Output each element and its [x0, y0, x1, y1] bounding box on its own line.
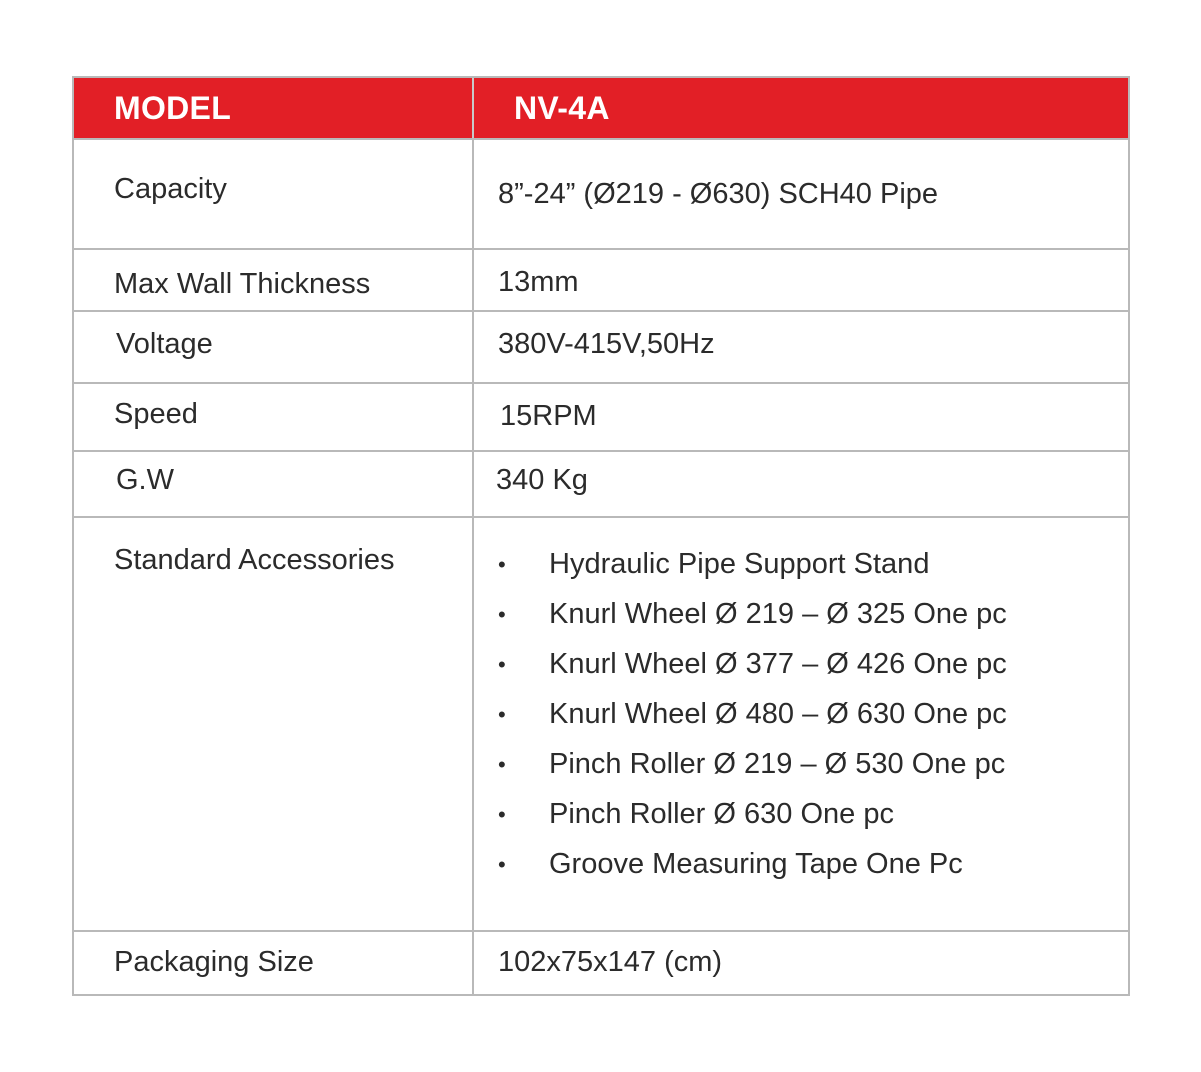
- row-value-cell: [474, 384, 1128, 450]
- row-value: 15RPM: [500, 400, 597, 432]
- row-label-cell: [74, 140, 474, 248]
- row-value: 8”-24” (Ø219 - Ø630) SCH40 Pipe: [498, 178, 939, 210]
- row-label: Voltage: [116, 328, 213, 360]
- row-label-cell: [74, 932, 474, 994]
- header-cell-value: [474, 78, 1128, 138]
- accessory-text: Knurl Wheel Ø 480 – Ø 630 One pc: [549, 698, 1007, 730]
- accessory-text: Knurl Wheel Ø 377 – Ø 426 One pc: [549, 648, 1007, 680]
- row-value-cell: [474, 312, 1128, 382]
- model-header: MODEL: [114, 90, 232, 126]
- row-value: 380V-415V,50Hz: [498, 328, 715, 360]
- row-value-cell: [474, 932, 1128, 994]
- table-row: [74, 312, 1128, 384]
- row-label-cell: [74, 250, 474, 310]
- row-label-cell: [74, 518, 474, 930]
- row-value-cell: [474, 518, 1128, 930]
- bullet: •: [498, 652, 506, 677]
- bullet: •: [498, 852, 506, 877]
- row-label: Packaging Size: [114, 946, 314, 978]
- table-row: [74, 384, 1128, 452]
- row-label-cell: [74, 452, 474, 516]
- row-label: Capacity: [114, 173, 227, 205]
- row-value: 13mm: [498, 266, 579, 298]
- table-row-accessories: [74, 518, 1128, 932]
- header-cell-label: [74, 78, 474, 138]
- table-row: [74, 452, 1128, 518]
- table-row: [74, 140, 1128, 250]
- table-row: [74, 250, 1128, 312]
- bullet: •: [498, 602, 506, 627]
- row-value: 102x75x147 (cm): [498, 946, 723, 978]
- row-label: G.W: [116, 464, 174, 496]
- bullet: •: [498, 552, 506, 577]
- accessory-text: Pinch Roller Ø 630 One pc: [549, 798, 894, 830]
- row-value-cell: [474, 250, 1128, 310]
- table-header-row: [74, 78, 1128, 140]
- row-value: 340 Kg: [496, 464, 588, 496]
- accessory-text: Groove Measuring Tape One Pc: [549, 848, 963, 880]
- row-label: Standard Accessories: [114, 544, 395, 576]
- row-label-cell: [74, 384, 474, 450]
- row-label-cell: [74, 312, 474, 382]
- bullet: •: [498, 802, 506, 827]
- row-value-cell: [474, 452, 1128, 516]
- accessory-text: Knurl Wheel Ø 219 – Ø 325 One pc: [549, 598, 1007, 630]
- bullet: •: [498, 752, 506, 777]
- bullet: •: [498, 702, 506, 727]
- accessory-text: Hydraulic Pipe Support Stand: [549, 548, 930, 580]
- row-label: Max Wall Thickness: [114, 268, 371, 300]
- model-value: NV-4A: [514, 90, 610, 126]
- spec-table: [72, 76, 1130, 996]
- table-row: [74, 932, 1128, 994]
- row-label: Speed: [114, 398, 198, 430]
- accessory-text: Pinch Roller Ø 219 – Ø 530 One pc: [549, 748, 1006, 780]
- row-value-cell: [474, 140, 1128, 248]
